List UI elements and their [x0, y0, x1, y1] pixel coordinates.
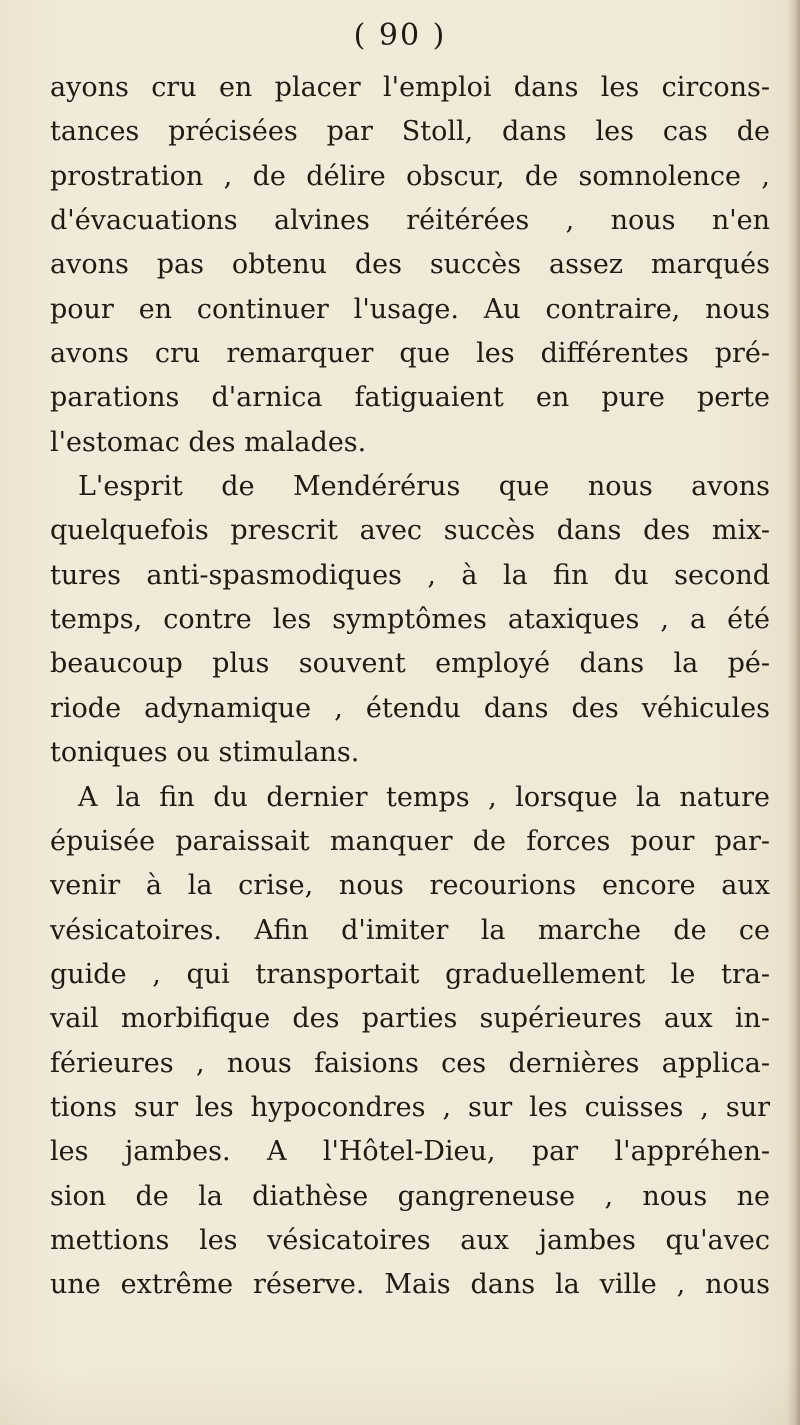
body-text [50, 66, 770, 1308]
text-line: pour en continuer l'usage. Au contraire, nous [50, 293, 770, 325]
text-line: ayons cru en placer l'emploi dans les circons- [50, 72, 770, 103]
text-line: épuisée paraissait manquer de forces pour par- [50, 825, 770, 857]
text-line: les jambes. A l'Hôtel-Dieu, par l'appréhen- [50, 1136, 770, 1168]
paragraph-start-line: A la fin du dernier temps , lorsque la nature [78, 781, 770, 813]
paragraph-end-line: l'estomac des malades. [50, 426, 367, 458]
text-line: temps, contre les symptômes ataxiques , a été [50, 604, 770, 636]
text-line: vésicatoires. Afin d'imiter la marche de ce [50, 914, 770, 946]
text-line: guide , qui transportait graduellement le tra- [50, 958, 770, 990]
text-line: quelquefois prescrit avec succès dans des mix- [50, 515, 770, 547]
paragraph-start-line: L'esprit de Mendérérus que nous avons [78, 471, 770, 503]
text-line: sion de la diathèse gangreneuse , nous ne [50, 1180, 770, 1212]
text-line: beaucoup plus souvent employé dans la pé- [50, 648, 770, 680]
text-line: riode adynamique , étendu dans des véhicules [50, 692, 770, 724]
text-line: avons pas obtenu des succès assez marqués [50, 249, 770, 281]
text-line: vail morbifique des parties supérieures aux in- [50, 1003, 770, 1035]
text-line: prostration , de délire obscur, de somnolence , [50, 160, 770, 192]
page-number: ( 90 ) [353, 18, 447, 53]
text-line: avons cru remarquer que les différentes pré- [50, 338, 770, 370]
text-line: parations d'arnica fatiguaient en pure perte [50, 382, 770, 414]
text-line: une extrême réserve. Mais dans la ville , nous [50, 1269, 770, 1301]
paragraph-end-line: toniques ou stimulans. [50, 737, 360, 769]
text-line: tions sur les hypocondres , sur les cuisses , sur [50, 1091, 770, 1123]
text-line: d'évacuations alvines réitérées , nous n'en [50, 205, 770, 237]
page-bottom-shade [0, 1365, 800, 1425]
page-edge-shadow [786, 0, 800, 1425]
text-line: tances précisées par Stoll, dans les cas de [50, 116, 770, 148]
text-line: tures anti-spasmodiques , à la fin du second [50, 559, 770, 591]
text-line: venir à la crise, nous recourions encore aux [50, 870, 770, 902]
text-line: mettions les vésicatoires aux jambes qu'avec [50, 1224, 770, 1256]
text-line: férieures , nous faisions ces dernières applica- [50, 1047, 770, 1079]
